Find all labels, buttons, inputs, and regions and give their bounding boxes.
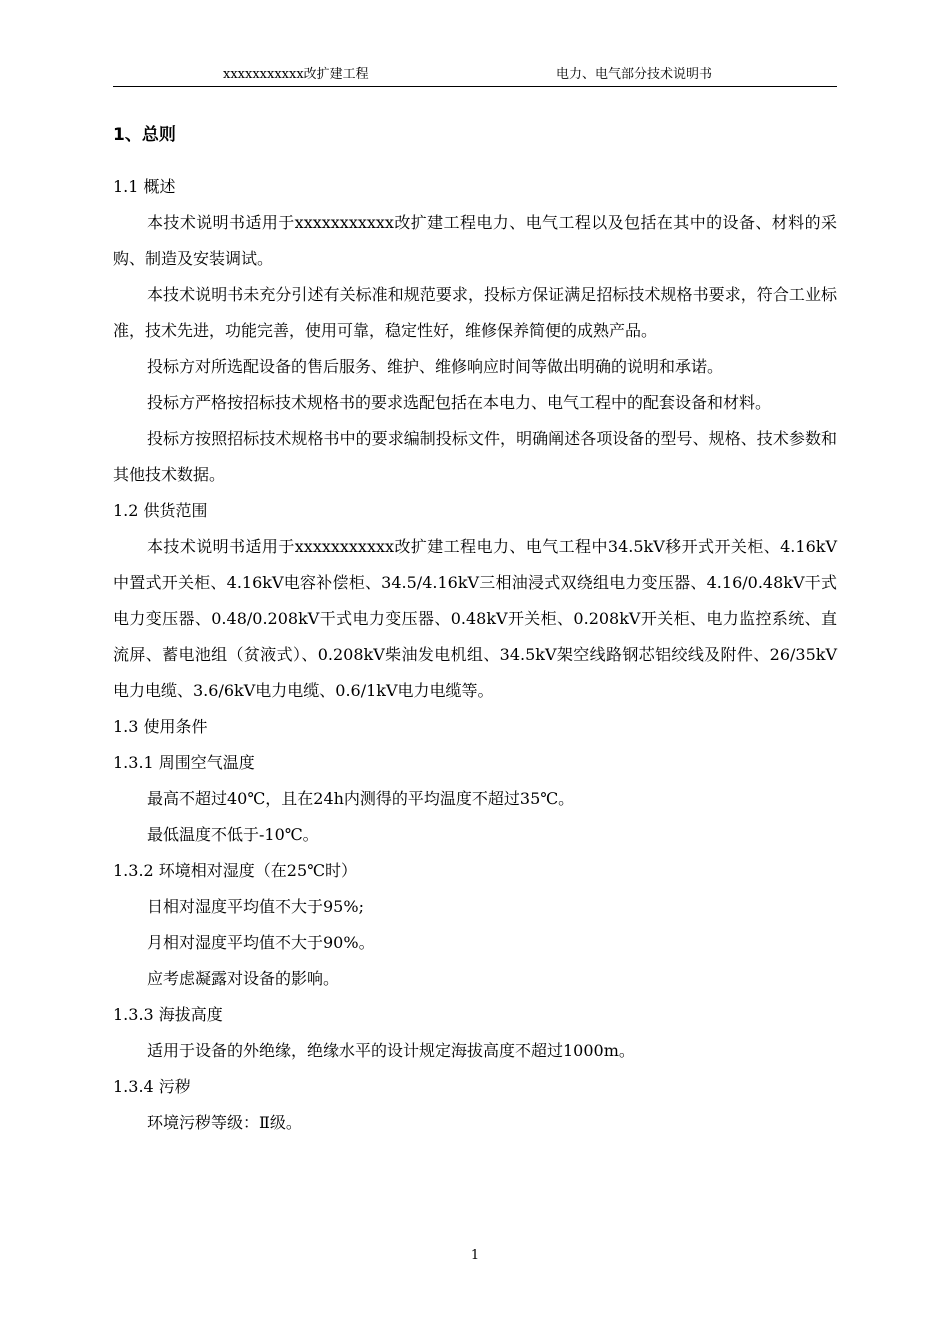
section-1-3-1-title: 1.3.1 周围空气温度 [113,753,255,772]
section-1-3-title: 1.3 使用条件 [113,717,208,736]
header-document-title: 电力、电气部分技术说明书 [556,67,713,82]
paragraph: 月相对湿度平均值不大于90%。 [147,933,375,952]
paragraph: 投标方严格按招标技术规格书的要求选配包括在本电力、电气工程中的配套设备和材料。 [147,393,772,412]
paragraph: 最低温度不低于-10℃。 [147,825,319,844]
paragraph: 日相对湿度平均值不大于95%; [147,897,364,916]
paragraph: 本技术说明书适用于xxxxxxxxxxx改扩建工程电力、电气工程以及包括在其中的设备、材料的采购、制造及安装调试。 [113,213,837,268]
paragraph: 适用于设备的外绝缘，绝缘水平的设计规定海拔高度不超过1000m。 [147,1041,635,1060]
paragraph: 本技术说明书适用于xxxxxxxxxxx改扩建工程电力、电气工程中34.5kV移开式开关柜、4.16kV中置式开关柜、4.16kV电容补偿柜、34.5/4.16kV三相油浸式双绕组电力变压器、4.16/0.48kV干式电力变压器、0.48/0.208kV干式电力变压器、0.48kV开关柜、0.208kV开关柜、电力监控系统、直流屏、蓄电池组（贫液式）、0.208kV柴油发电机组、34.5kV架空线路钢芯铝绞线及附件、26/35kV电力电缆、3.6/6kV电力电缆、0.6/1kV电力电缆等。 [113,537,837,700]
section-1-3-2-title: 1.3.2 环境相对湿度（在25℃时） [113,861,358,880]
section-1-1-title: 1.1 概述 [113,177,176,196]
page-number: 1 [470,1248,480,1263]
section-1-3-3-title: 1.3.3 海拔高度 [113,1005,223,1024]
section-1-3-4-title: 1.3.4 污秽 [113,1077,191,1096]
section-1-2-title: 1.2 供货范围 [113,501,208,520]
paragraph: 最高不超过40℃，且在24h内测得的平均温度不超过35℃。 [147,789,575,808]
section-1-title: 1、总则 [113,125,176,145]
paragraph: 本技术说明书未充分引述有关标准和规范要求，投标方保证满足招标技术规格书要求，符合工业标准，技术先进，功能完善，使用可靠，稳定性好，维修保养简便的成熟产品。 [113,285,837,340]
paragraph: 应考虑凝露对设备的影响。 [147,969,340,988]
page-header [113,66,837,87]
paragraph: 投标方按照招标技术规格书中的要求编制投标文件，明确阐述各项设备的型号、规格、技术参数和其他技术数据。 [113,429,837,484]
paragraph: 环境污秽等级：Ⅱ级。 [147,1113,302,1132]
document-body [113,119,837,1141]
paragraph: 投标方对所选配设备的售后服务、维护、维修响应时间等做出明确的说明和承诺。 [147,357,724,376]
header-project-name: xxxxxxxxxxx改扩建工程 [223,67,369,82]
